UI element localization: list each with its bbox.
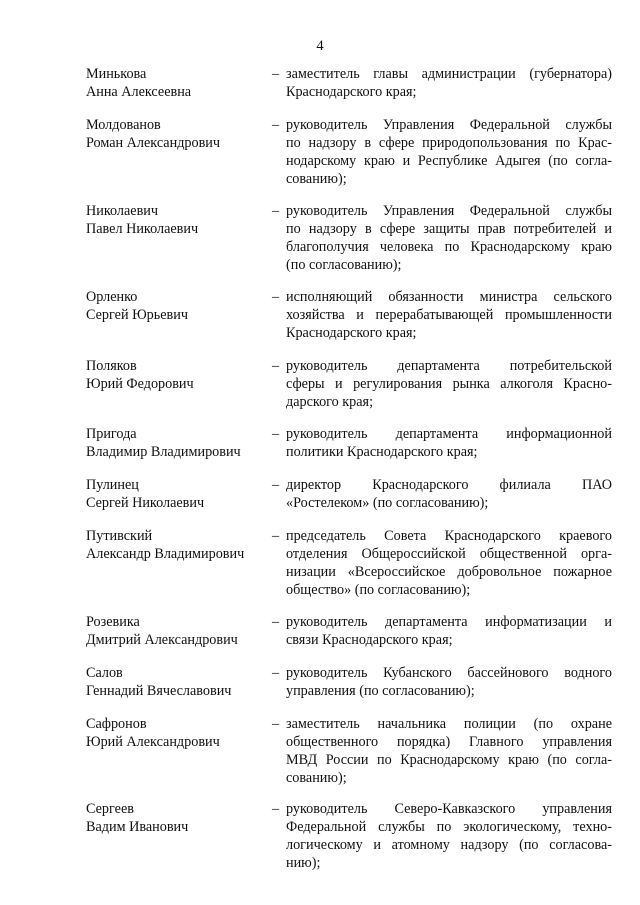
member-surname: Минькова bbox=[86, 66, 147, 82]
position-line: сферы и регулирования рынка алкоголя Красно- bbox=[286, 376, 612, 392]
member-given-name: Владимир Владимирович bbox=[86, 444, 241, 460]
dash-separator: – bbox=[272, 203, 280, 219]
position-line: отделения Общероссийской общественной орга- bbox=[286, 546, 612, 562]
dash-separator: – bbox=[272, 117, 280, 133]
dash-separator: – bbox=[272, 528, 280, 544]
member-position bbox=[286, 116, 612, 188]
position-line: Федеральной службы по экологическому, техно- bbox=[286, 819, 612, 835]
member-name bbox=[86, 202, 272, 238]
position-line: руководитель департамента потребительской bbox=[286, 358, 612, 374]
position-line: руководитель Кубанского бассейнового водного bbox=[286, 665, 612, 681]
position-line: руководитель департамента информационной bbox=[286, 426, 612, 442]
member-surname: Орленко bbox=[86, 289, 138, 305]
position-line: общественного порядка) Главного управления bbox=[286, 734, 612, 750]
member-surname: Салов bbox=[86, 665, 123, 681]
member-name bbox=[86, 357, 272, 393]
position-line: заместитель начальника полиции (по охране bbox=[286, 716, 612, 732]
dash-separator: – bbox=[272, 426, 280, 442]
position-line: общество» (по согласованию); bbox=[286, 582, 471, 598]
position-line: «Ростелеком» (по согласованию); bbox=[286, 495, 489, 511]
member-surname: Молдованов bbox=[86, 117, 161, 133]
member-position bbox=[286, 527, 612, 599]
position-line: Краснодарского края; bbox=[286, 325, 417, 341]
position-line: МВД России по Краснодарскому краю (по согла- bbox=[286, 752, 612, 768]
member-position bbox=[286, 202, 612, 274]
member-name bbox=[86, 664, 272, 700]
member-name bbox=[86, 613, 272, 649]
position-line: (по согласованию); bbox=[286, 257, 402, 273]
position-line: управления (по согласованию); bbox=[286, 683, 475, 699]
position-line: Краснодарского края; bbox=[286, 84, 417, 100]
position-line: хозяйства и перерабатывающей промышленности bbox=[286, 307, 612, 323]
position-line: нодарскому краю и Республике Адыгея (по согла- bbox=[286, 153, 612, 169]
position-line: нию); bbox=[286, 855, 321, 871]
dash-separator: – bbox=[272, 289, 280, 305]
position-line: дарского края; bbox=[286, 394, 374, 410]
dash-separator: – bbox=[272, 801, 280, 817]
member-given-name: Юрий Александрович bbox=[86, 734, 220, 750]
member-name bbox=[86, 527, 272, 563]
member-surname: Николаевич bbox=[86, 203, 159, 219]
member-name bbox=[86, 288, 272, 324]
position-line: председатель Совета Краснодарского краевого bbox=[286, 528, 612, 544]
dash-separator: – bbox=[272, 477, 280, 493]
position-line: низации «Всероссийское добровольное пожарное bbox=[286, 564, 612, 580]
member-surname: Розевика bbox=[86, 614, 140, 630]
position-line: руководитель Управления Федеральной службы bbox=[286, 203, 612, 219]
page-number: 4 bbox=[316, 38, 324, 54]
dash-separator: – bbox=[272, 66, 280, 82]
position-line: по надзору в сфере природопользования по Крас- bbox=[286, 135, 612, 151]
dash-separator: – bbox=[272, 665, 280, 681]
position-line: сованию); bbox=[286, 171, 347, 187]
member-position bbox=[286, 288, 612, 342]
member-position bbox=[286, 65, 612, 101]
dash-separator: – bbox=[272, 614, 280, 630]
position-line: логическому и атомному надзору (по согласова- bbox=[286, 837, 612, 853]
member-name bbox=[86, 65, 272, 101]
member-given-name: Александр Владимирович bbox=[86, 546, 245, 562]
member-surname: Поляков bbox=[86, 358, 137, 374]
member-name bbox=[86, 715, 272, 751]
member-position bbox=[286, 613, 612, 649]
position-line: связи Краснодарского края; bbox=[286, 632, 453, 648]
position-line: благополучия человека по Краснодарскому краю bbox=[286, 239, 612, 255]
member-given-name: Сергей Николаевич bbox=[86, 495, 205, 511]
member-position bbox=[286, 715, 612, 787]
member-given-name: Геннадий Вячеславович bbox=[86, 683, 232, 699]
member-position bbox=[286, 664, 612, 700]
member-name bbox=[86, 116, 272, 152]
member-given-name: Юрий Федорович bbox=[86, 376, 194, 392]
member-surname: Сергеев bbox=[86, 801, 134, 817]
dash-separator: – bbox=[272, 358, 280, 374]
member-surname: Пулинец bbox=[86, 477, 139, 493]
member-given-name: Анна Алексеевна bbox=[86, 84, 192, 100]
member-given-name: Вадим Иванович bbox=[86, 819, 189, 835]
member-given-name: Сергей Юрьевич bbox=[86, 307, 188, 323]
member-position bbox=[286, 357, 612, 411]
position-line: руководитель Управления Федеральной службы bbox=[286, 117, 612, 133]
position-line: руководитель департамента информатизации и bbox=[286, 614, 612, 630]
position-line: директор Краснодарского филиала ПАО bbox=[286, 477, 612, 493]
dash-separator: – bbox=[272, 716, 280, 732]
position-line: руководитель Северо-Кавказского управления bbox=[286, 801, 612, 817]
member-position bbox=[286, 425, 612, 461]
member-given-name: Павел Николаевич bbox=[86, 221, 199, 237]
member-surname: Пригода bbox=[86, 426, 137, 442]
member-surname: Сафронов bbox=[86, 716, 147, 732]
member-name bbox=[86, 800, 272, 836]
position-line: исполняющий обязанности министра сельского bbox=[286, 289, 612, 305]
member-position bbox=[286, 476, 612, 512]
position-line: сованию); bbox=[286, 770, 347, 786]
member-name bbox=[86, 425, 272, 461]
member-given-name: Роман Александрович bbox=[86, 135, 221, 151]
member-surname: Путивский bbox=[86, 528, 153, 544]
member-name bbox=[86, 476, 272, 512]
member-position bbox=[286, 800, 612, 872]
position-line: по надзору в сфере защиты прав потребителей и bbox=[286, 221, 612, 237]
position-line: политики Краснодарского края; bbox=[286, 444, 478, 460]
position-line: заместитель главы администрации (губернатора) bbox=[286, 66, 612, 82]
member-given-name: Дмитрий Александрович bbox=[86, 632, 238, 648]
